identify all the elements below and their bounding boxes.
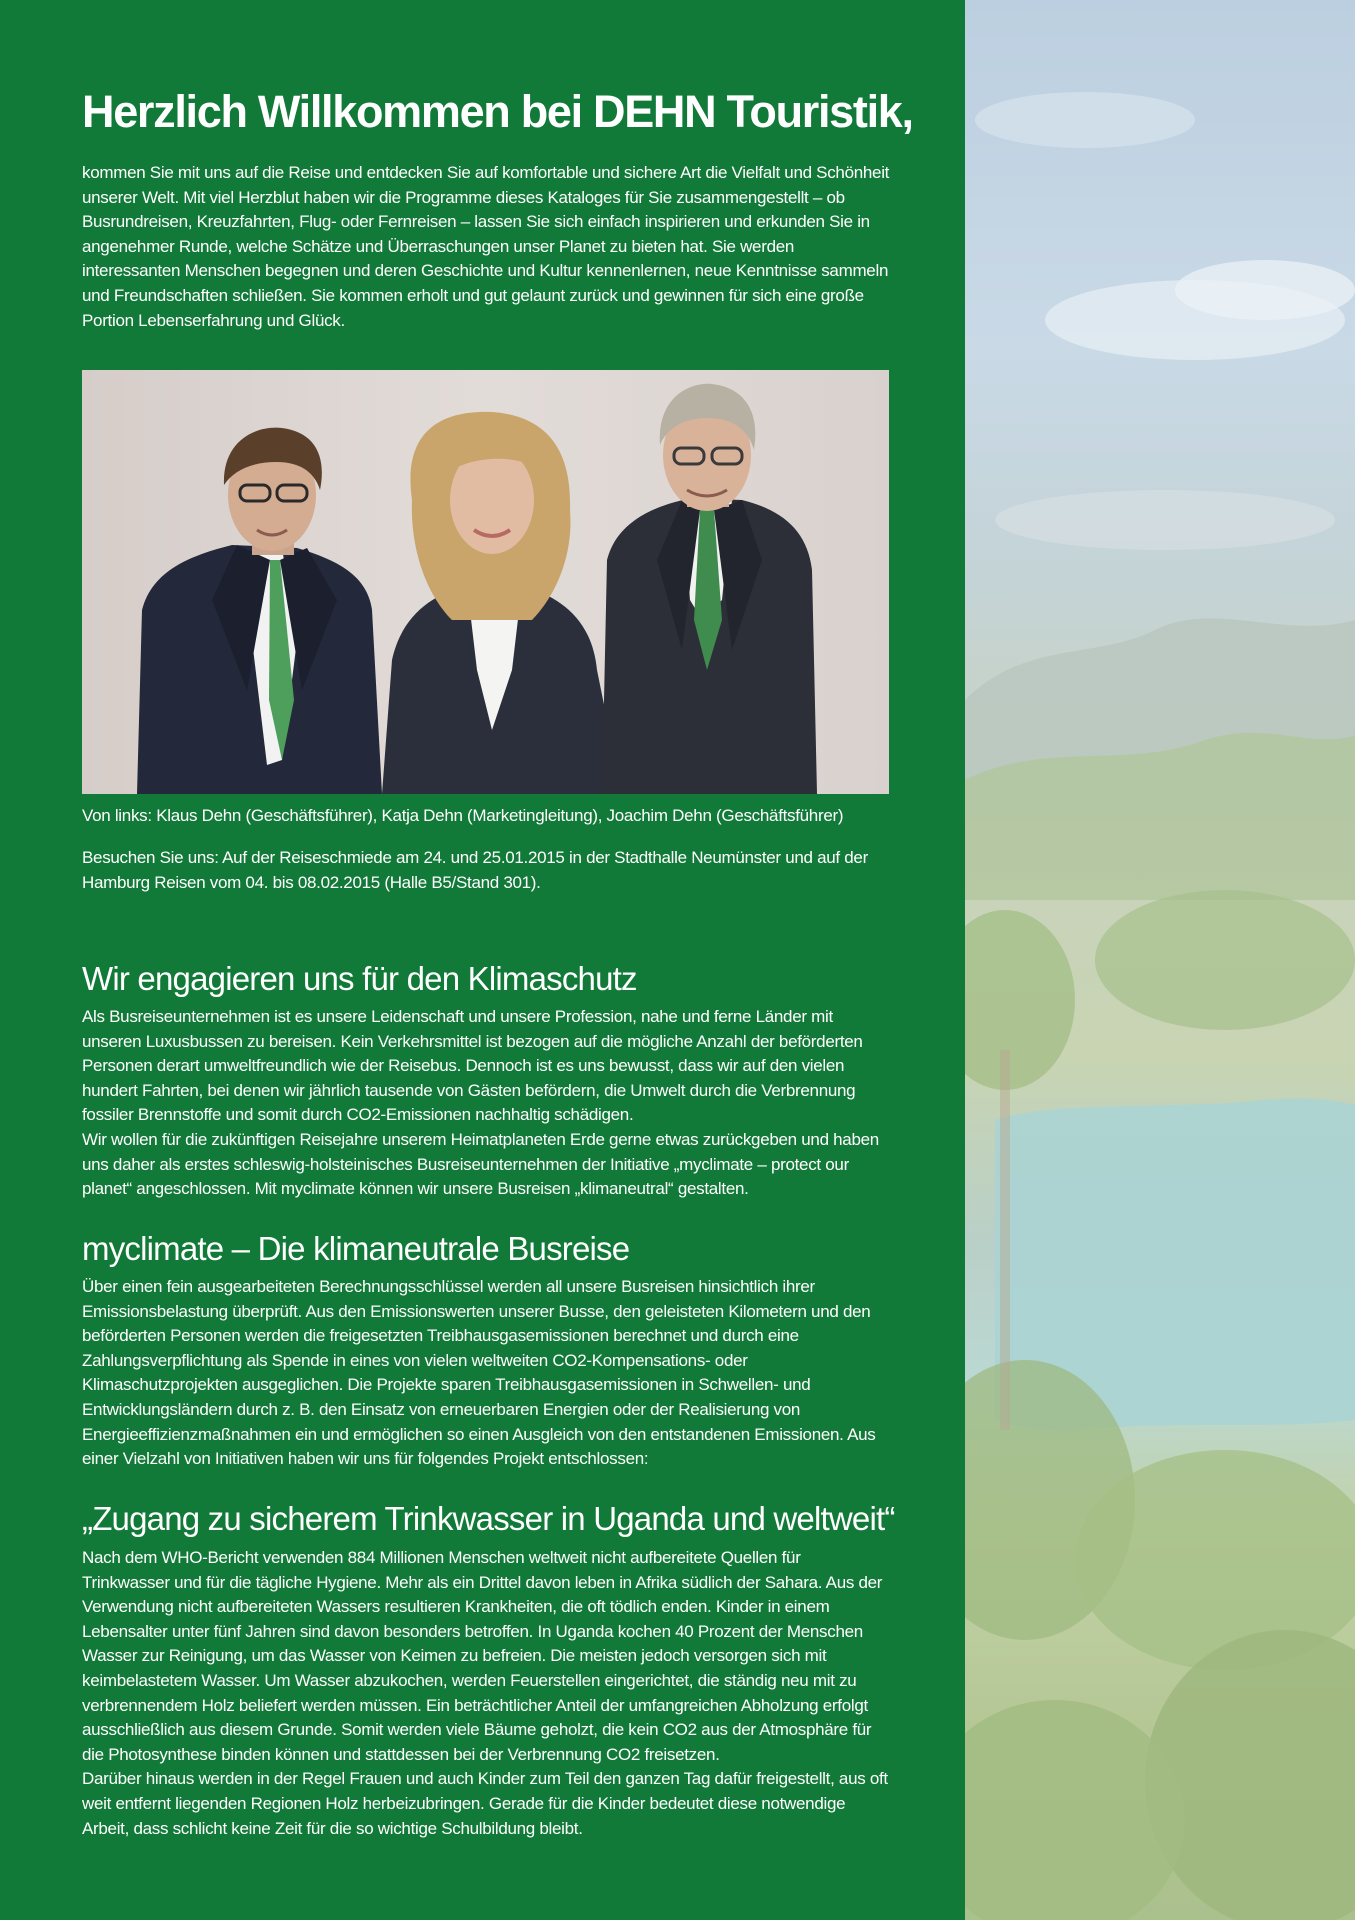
landscape-side-image	[965, 0, 1355, 1920]
section-myclimate-text	[82, 1275, 892, 1472]
team-photo	[82, 370, 889, 794]
person-center	[382, 412, 622, 794]
heading-klimaschutz: Wir engagieren uns für den Klimaschutz	[82, 960, 637, 997]
heading-myclimate: myclimate – Die klimaneutrale Busreise	[82, 1230, 630, 1267]
person-right	[602, 384, 817, 794]
paragraph: Wir wollen für die zukünftigen Reisejahre unserem Heimatplaneten Erde gerne etwas zurückgeben und haben uns daher als erstes schleswig-holsteinisches Busreiseunternehmen der Initiative „myclimate – protect our planet“ angeschlossen. Mit myclimate können wir unsere Busreisen „klimaneutral“ gestalten.	[82, 1129, 879, 1199]
section-trinkwasser-text	[82, 1546, 892, 1841]
heading-trinkwasser: „Zugang zu sicherem Trinkwasser in Uganda und weltweit“	[82, 1500, 895, 1537]
photo-caption: Von links: Klaus Dehn (Geschäftsführer), Katja Dehn (Marketingleitung), Joachim Dehn (Geschäftsführer)	[82, 806, 844, 825]
visit-notice: Besuchen Sie uns: Auf der Reiseschmiede am 24. und 25.01.2015 in der Stadthalle Neumünster und auf der Hamburg Reisen vom 04. bis 08.02.2015 (Halle B5/Stand 301).	[82, 848, 868, 892]
section-klimaschutz-text	[82, 1005, 892, 1202]
paragraph: Über einen fein ausgearbeiteten Berechnungsschlüssel werden all unsere Busreisen hinsichtlich ihrer Emissionsbelastung überprüft. Aus den Emissionswerten unserer Busse, den geleisteten Kilometern und den beförderten Personen werden die freigesetzten Treibhausgasemissionen berechnet und durch eine Zahlungsverpflichtung als Spende in eines von vielen weltweiten CO2-Kompensations- oder Klimaschutzprojekten ausgeglichen. Die Projekte sparen Treibhausgasemissionen in Schwellen- und Entwicklungsländern durch z. B. den Einsatz von erneuerbaren Energien oder der Realisierung von Energieeffizienzmaßnahmen ein und ermöglichen so einen Ausgleich von den entstandenen Emissionen. Aus einer Vielzahl von Initiativen haben wir uns für folgendes Projekt entschlossen:	[82, 1277, 876, 1469]
intro-paragraph: kommen Sie mit uns auf die Reise und entdecken Sie auf komfortable und sichere Art die Vielfalt und Schönheit unserer Welt. Mit viel Herzblut haben wir die Programme dieses Kataloges für Sie zusammengestellt – ob Busrundreisen, Kreuzfahrten, Flug- oder Fernreisen – lassen Sie sich einfach inspirieren und erkunden Sie in angenehmer Runde, welche Schätze und Überraschungen unser Planet zu bieten hat. Sie werden interessanten Menschen begegnen und deren Geschichte und Kultur kennenlernen, neue Kenntnisse sammeln und Freundschaften schließen. Sie kommen erholt und gut gelaunt zurück und gewinnen für sich eine große Portion Lebenserfahrung und Glück.	[82, 163, 890, 330]
paragraph: Als Busreiseunternehmen ist es unsere Leidenschaft und unsere Profession, nahe und ferne Länder mit unseren Luxusbussen zu bereisen. Kein Verkehrsmittel ist bezogen auf die mögliche Anzahl der beförderten Personen derart umweltfreundlich wie der Reisebus. Dennoch ist es uns bewusst, dass wir auf den vielen hundert Fahrten, bei denen wir jährlich tausende von Gästen befördern, die Umwelt durch die Verbrennung fossiler Brennstoffe und somit durch CO2-Emissionen nachhaltig schädigen.	[82, 1007, 863, 1125]
landscape-illustration	[965, 0, 1355, 1920]
person-left	[137, 428, 382, 794]
page-title: Herzlich Willkommen bei DEHN Touristik,	[82, 86, 913, 137]
paragraph: Darüber hinaus werden in der Regel Frauen und auch Kinder zum Teil den ganzen Tag dafür freigestellt, aus oft weit entfernt liegenden Regionen Holz herbeizubringen. Gerade für die Kinder bedeutet diese notwendige Arbeit, dass schlicht keine Zeit für die so wichtige Schulbildung bleibt.	[82, 1769, 888, 1838]
paragraph: Nach dem WHO-Bericht verwenden 884 Millionen Menschen weltweit nicht aufbereitete Quellen für Trinkwasser und für die tägliche Hygiene. Mehr als ein Drittel davon leben in Afrika südlich der Sahara. Aus der Verwendung nicht aufbereiteten Wassers resultieren Krankheiten, die oft tödlich enden. Kinder in einem Lebensalter unter fünf Jahren sind davon besonders betroffen. In Uganda kochen 40 Prozent der Menschen Wasser zur Reinigung, um das Wasser von Keimen zu befreien. Die meisten jedoch versorgen sich mit keimbelastetem Wasser. Um Wasser abzukochen, werden Feuerstellen eingerichtet, die ständig neu mit zu verbrennendem Holz beliefert werden müssen. Ein beträchtlicher Anteil der umfangreichen Abholzung erfolgt ausschließlich aus diesem Grunde. Somit werden viele Bäume geholzt, die kein CO2 aus der Atmosphäre für die Photosynthese binden können und stattdessen bei der Verbrennung CO2 freisetzen.	[82, 1548, 883, 1764]
